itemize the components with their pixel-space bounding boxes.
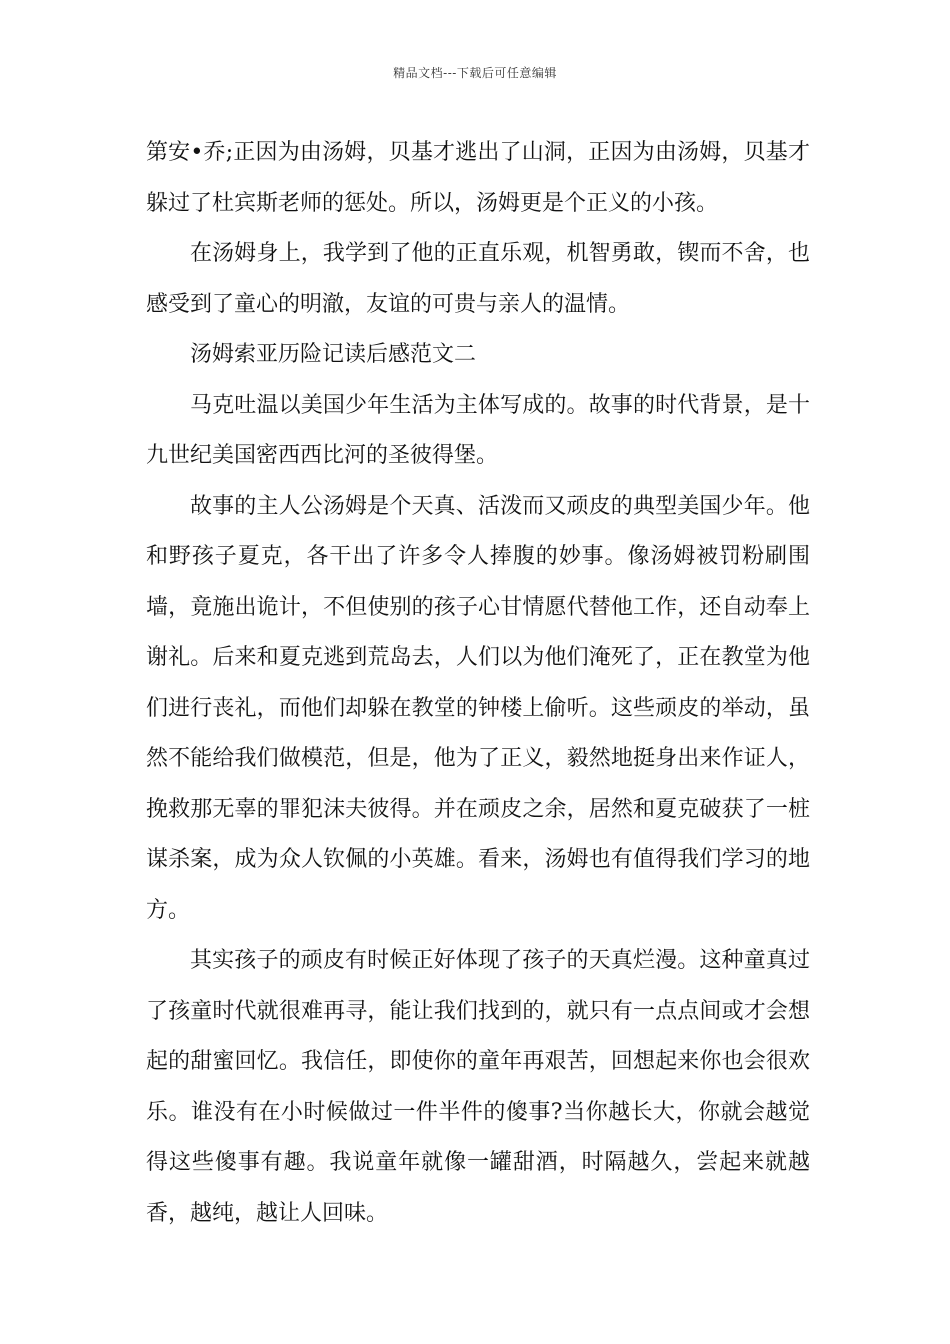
section-heading: 汤姆索亚历险记读后感范文二 bbox=[190, 342, 477, 367]
paragraph-2: 在汤姆身上，我学到了他的正直乐观，机智勇敢，锲而不舍，也感受到了童心的明澈，友谊的可贵与亲人的温情。 bbox=[146, 241, 810, 317]
document-body bbox=[146, 128, 810, 1239]
paragraph-5: 其实孩子的顽皮有时候正好体现了孩子的天真烂漫。这种童真过了孩童时代就很难再寻，能让我们找到的，就只有一点点间或才会想起的甜蜜回忆。我信任，即使你的童年再艰苦，回想起来你也会很欢乐。谁没有在小时候做过一件半件的傻事?当你越长大，你就会越觉得这些傻事有趣。我说童年就像一罐甜酒，时隔越久，尝起来就越香，越纯，越让人回味。 bbox=[146, 948, 810, 1226]
paragraph-3: 马克吐温以美国少年生活为主体写成的。故事的时代背景，是十九世纪美国密西西比河的圣彼得堡。 bbox=[146, 392, 810, 468]
page-header: 精品文档---下载后可任意编辑 bbox=[393, 66, 557, 80]
paragraph-4: 故事的主人公汤姆是个天真、活泼而又顽皮的典型美国少年。他和野孩子夏克，各干出了许多令人捧腹的妙事。像汤姆被罚粉刷围墙，竟施出诡计，不但使别的孩子心甘情愿代替他工作，还自动奉上谢礼。后来和夏克逃到荒岛去，人们以为他们淹死了，正在教堂为他们进行丧礼，而他们却躲在教堂的钟楼上偷听。这些顽皮的举动，虽然不能给我们做模范，但是，他为了正义，毅然地挺身出来作证人，挽救那无辜的罪犯沫夫彼得。并在顽皮之余，居然和夏克破获了一桩谋杀案，成为众人钦佩的小英雄。看来，汤姆也有值得我们学习的地方。 bbox=[146, 493, 810, 923]
paragraph-1: 第安•乔;正因为由汤姆，贝基才逃出了山洞，正因为由汤姆，贝基才躲过了杜宾斯老师的惩处。所以，汤姆更是个正义的小孩。 bbox=[146, 140, 810, 216]
